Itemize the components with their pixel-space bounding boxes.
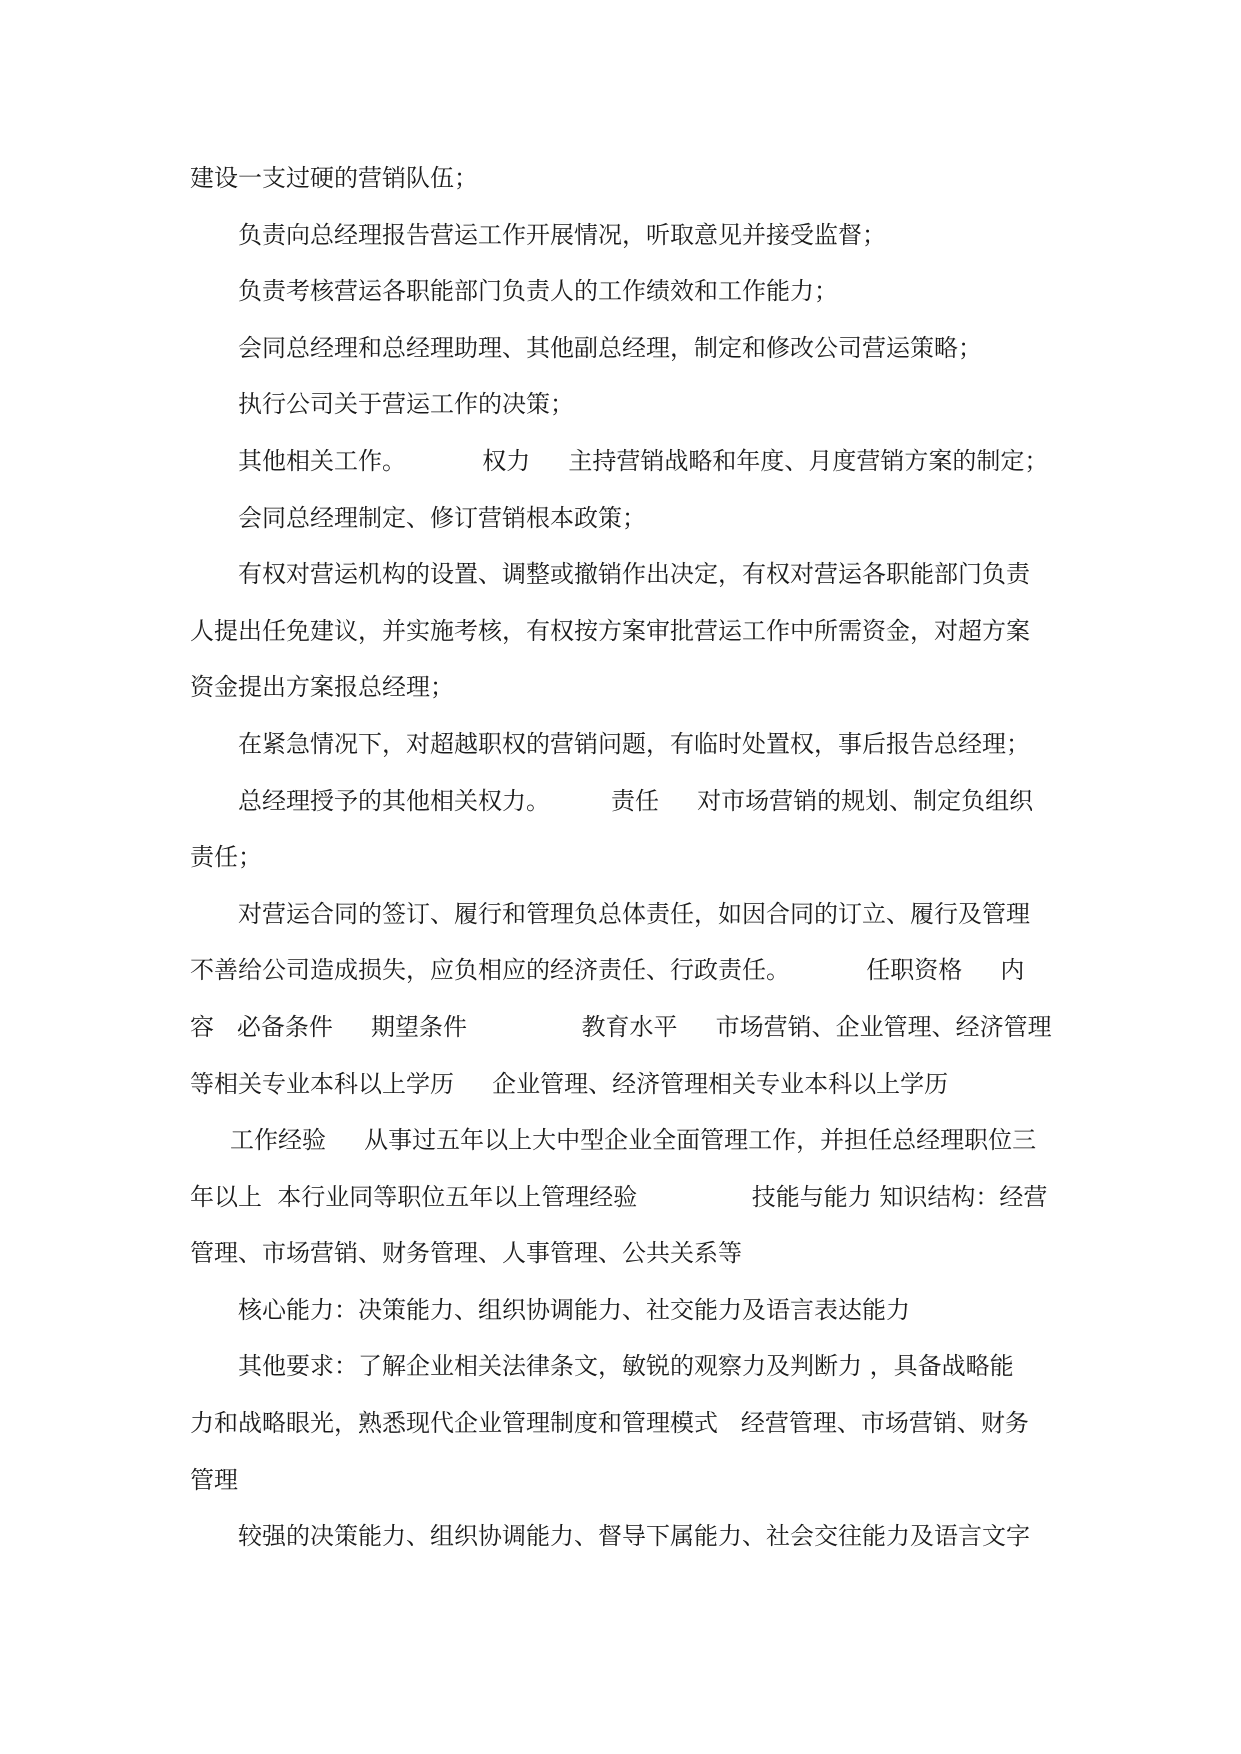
- paragraph-line: 会同总经理和总经理助理、其他副总经理，制定和修改公司营运策略；: [238, 333, 982, 362]
- paragraph-line: 有权对营运机构的设置、调整或撤销作出决定，有权对营运各职能部门负责: [238, 560, 1030, 589]
- paragraph-line: 人提出任免建议，并实施考核，有权按方案审批营运工作中所需资金，对超方案: [190, 616, 1030, 645]
- paragraph-line: 会同总经理制定、修订营销根本政策；: [238, 503, 646, 532]
- paragraph-line: 责任；: [190, 843, 262, 872]
- paragraph-line: 总经理授予的其他相关权力。 责任 对市场营销的规划、制定负组织: [238, 786, 1034, 815]
- paragraph-line: 核心能力：决策能力、组织协调能力、社交能力及语言表达能力: [238, 1295, 910, 1324]
- paragraph-line: 资金提出方案报总经理；: [190, 673, 454, 702]
- paragraph-line: 对营运合同的签订、履行和管理负总体责任，如因合同的订立、履行及管理: [238, 899, 1030, 928]
- paragraph-line: 执行公司关于营运工作的决策；: [238, 390, 574, 419]
- paragraph-line: 建设一支过硬的营销队伍；: [190, 164, 478, 192]
- paragraph-line: 不善给公司造成损失，应负相应的经济责任、行政责任。 任职资格 内: [190, 956, 1025, 985]
- paragraph-line: 工作经验 从事过五年以上大中型企业全面管理工作，并担任总经理职位三: [230, 1126, 1037, 1155]
- paragraph-line: 其他要求：了解企业相关法律条文，敏锐的观察力及判断力 ，具备战略能: [238, 1352, 1014, 1381]
- paragraph-line: 容 必备条件 期望条件 教育水平 市场营销、企业管理、经济管理: [190, 1012, 1052, 1041]
- paragraph-line: 较强的决策能力、组织协调能力、督导下属能力、社会交往能力及语言文字: [238, 1522, 1030, 1551]
- paragraph-line: 其他相关工作。 权力 主持营销战略和年度、月度营销方案的制定；: [238, 446, 1049, 475]
- paragraph-line: 年以上 本行业同等职位五年以上管理经验 技能与能力 知识结构：经营: [190, 1182, 1048, 1211]
- paragraph-line: 管理、市场营销、财务管理、人事管理、公共关系等: [190, 1239, 742, 1268]
- paragraph-line: 在紧急情况下，对超越职权的营销问题，有临时处置权，事后报告总经理；: [238, 729, 1030, 758]
- paragraph-line: 管理: [190, 1465, 238, 1494]
- paragraph-line: 负责考核营运各职能部门负责人的工作绩效和工作能力；: [238, 277, 838, 306]
- document-body: [190, 150, 1060, 1565]
- paragraph-line: 负责向总经理报告营运工作开展情况，听取意见并接受监督；: [238, 220, 886, 249]
- paragraph-line: 等相关专业本科以上学历 企业管理、经济管理相关专业本科以上学历: [190, 1069, 949, 1098]
- paragraph-line: 力和战略眼光，熟悉现代企业管理制度和管理模式 经营管理、市场营销、财务: [190, 1409, 1029, 1438]
